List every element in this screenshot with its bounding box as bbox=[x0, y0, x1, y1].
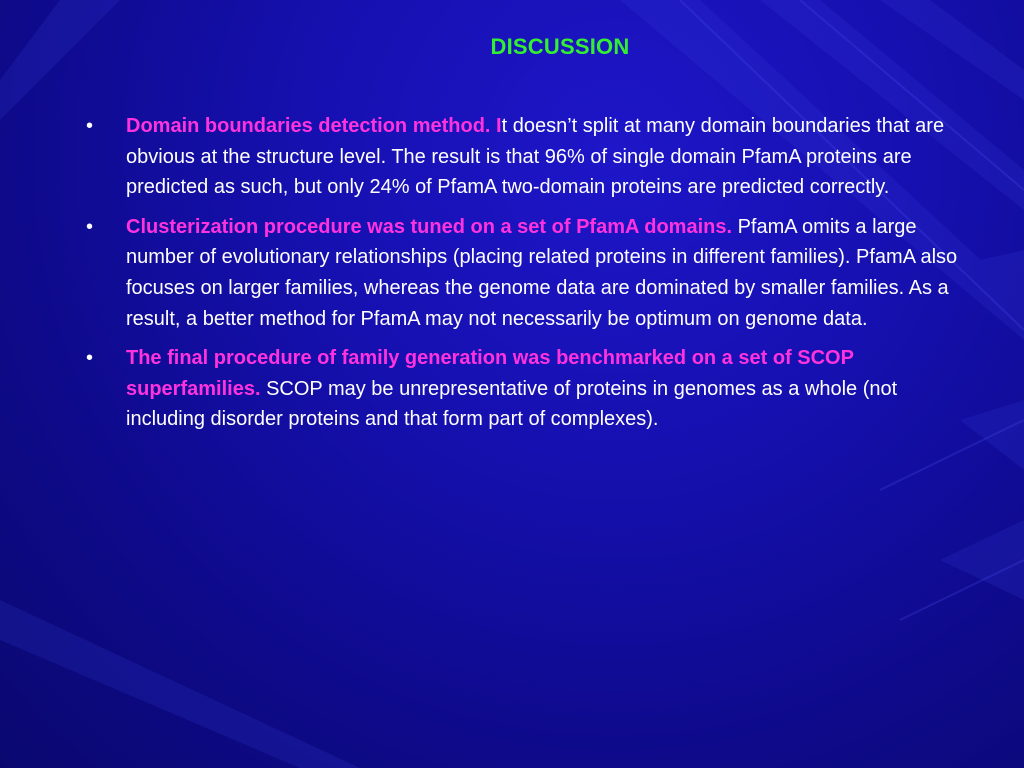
bullet-lead-text: The final procedure of family generation was benchmarked on a set of SCOP superfamilies. bbox=[126, 347, 854, 400]
bullet-dot-icon: • bbox=[86, 347, 94, 370]
bullet-item bbox=[86, 343, 966, 435]
bullet-lead-text: Domain boundaries detection method. I bbox=[126, 115, 502, 137]
bullet-body-text: t doesn’t split at many domain boundaries that are obvious at the structure level. The result is that 96% of single domain PfamA proteins are predicted as such, but only 24% of PfamA two-domain proteins are predicted correctly. bbox=[126, 115, 945, 199]
bullet-item bbox=[86, 212, 966, 334]
bullet-dot-icon: • bbox=[86, 115, 94, 137]
bullet-body-text: SCOP may be unrepresentative of proteins in genomes as a whole (not including disorder proteins and that form part of complexes). bbox=[126, 377, 898, 431]
slide-title: DISCUSSION bbox=[490, 34, 630, 59]
bullet-body-text: PfamA omits a large number of evolutionary relationships (placing related proteins in different families). PfamA also focuses on larger families, whereas the genome data are dominated by smaller families. As a result, a better method for PfamA may not necessarily be optimum on genome data. bbox=[126, 215, 958, 330]
bullet-lead-text: Clusterization procedure was tuned on a set of PfamA domains. bbox=[126, 215, 733, 238]
bullet-list bbox=[86, 111, 966, 444]
bullet-dot-icon: • bbox=[86, 215, 94, 238]
bullet-item bbox=[86, 111, 966, 203]
